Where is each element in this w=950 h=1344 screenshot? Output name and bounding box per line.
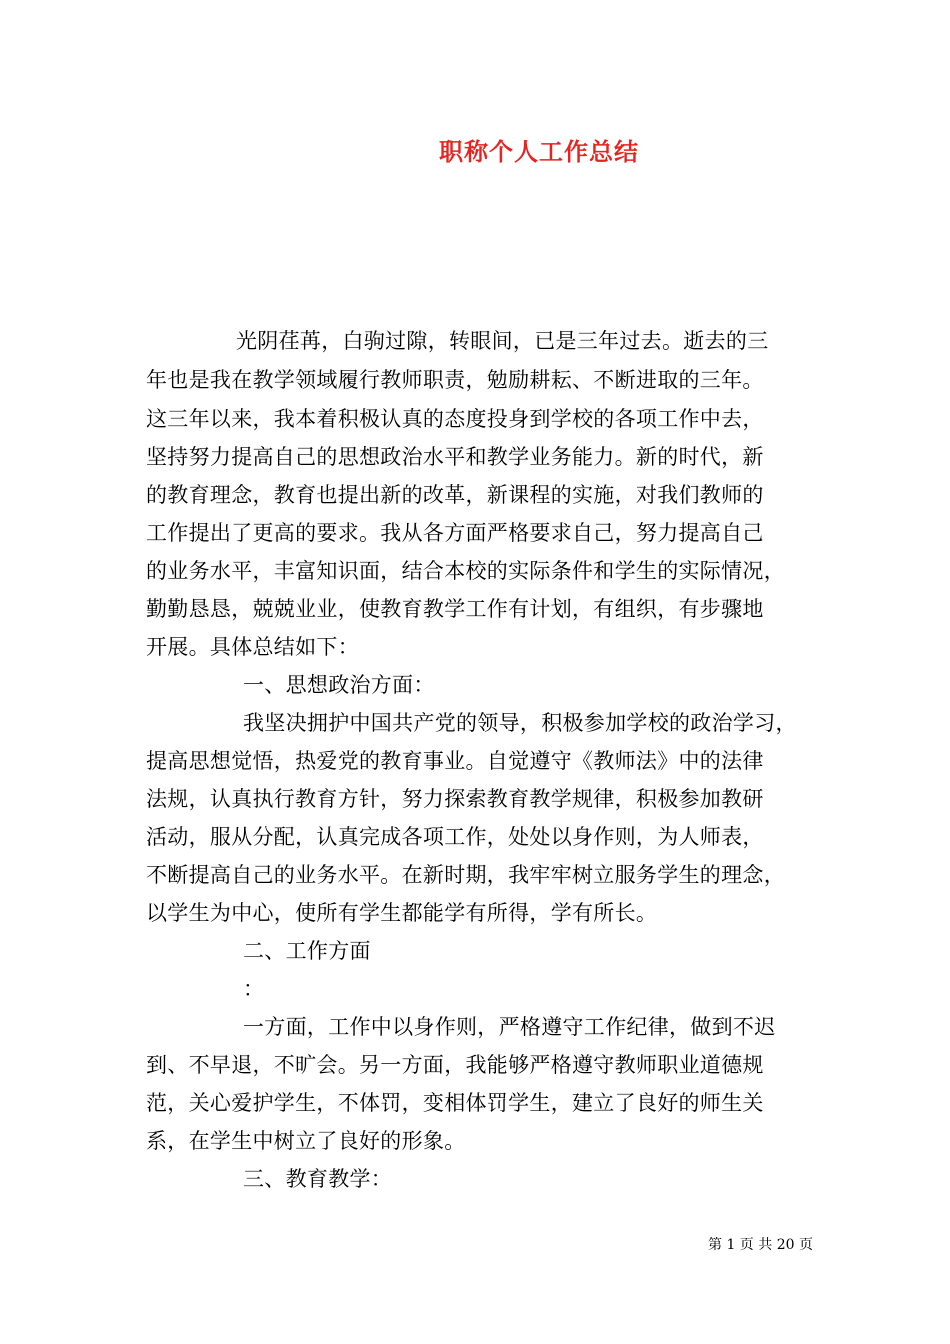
paragraph-line: 开展。具体总结如下： [146, 635, 359, 659]
paragraph-line: 工作提出了更高的要求。我从各方面严格要求自己，努力提高自己 [146, 521, 764, 545]
paragraph-line: 我坚决拥护中国共产党的领导，积极参加学校的政治学习， [243, 711, 797, 735]
section-heading-work-colon: ： [243, 977, 265, 1001]
section-heading-politics: 一、思想政治方面： [243, 673, 435, 697]
paragraph-line: 年也是我在教学领域履行教师职责，勉励耕耘、不断进取的三年。 [146, 368, 764, 392]
section-heading-teaching: 三、教育教学： [243, 1167, 393, 1191]
paragraph-line: 这三年以来，我本着积极认真的态度投身到学校的各项工作中去， [146, 407, 764, 431]
paragraph-line: 一方面，工作中以身作则，严格遵守工作纪律，做到不迟 [243, 1015, 776, 1039]
page-number: 第 1 页 共 20 页 [708, 1237, 813, 1253]
section-heading-work: 二、工作方面 [243, 939, 371, 963]
paragraph-line: 活动，服从分配，认真完成各项工作，处处以身作则，为人师表， [146, 825, 764, 849]
paragraph-line: 法规，认真执行教育方针，努力探索教育教学规律，积极参加教研 [146, 787, 764, 811]
paragraph-line: 的业务水平，丰富知识面，结合本校的实际条件和学生的实际情况， [146, 559, 785, 583]
document-title: 职称个人工作总结 [439, 137, 639, 166]
paragraph-line: 坚持努力提高自己的思想政治水平和教学业务能力。新的时代，新 [146, 445, 764, 469]
paragraph-line: 不断提高自己的业务水平。在新时期，我牢牢树立服务学生的理念， [146, 863, 785, 887]
paragraph-line: 光阴荏苒，白驹过隙，转眼间，已是三年过去。逝去的三 [236, 329, 769, 353]
paragraph-line: 的教育理念，教育也提出新的改革，新课程的实施，对我们教师的 [146, 483, 764, 507]
paragraph-line: 到、不早退，不旷会。另一方面，我能够严格遵守教师职业道德规 [146, 1053, 764, 1077]
paragraph-line: 提高思想觉悟，热爱党的教育事业。自觉遵守《教师法》中的法律 [146, 749, 764, 773]
paragraph-line: 系，在学生中树立了良好的形象。 [146, 1129, 466, 1153]
paragraph-line: 以学生为中心，使所有学生都能学有所得，学有所长。 [146, 901, 658, 925]
paragraph-line: 范，关心爱护学生，不体罚，变相体罚学生，建立了良好的师生关 [146, 1091, 764, 1115]
paragraph-line: 勤勤恳恳，兢兢业业，使教育教学工作有计划，有组织，有步骤地 [146, 597, 764, 621]
